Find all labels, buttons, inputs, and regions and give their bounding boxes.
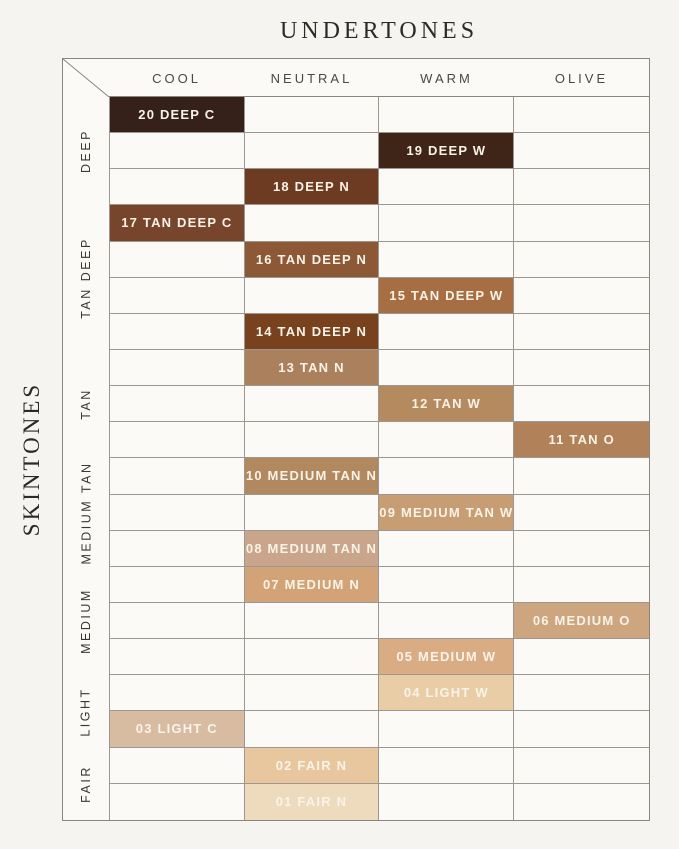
swatch-label: 05 MEDIUM W [396, 649, 497, 665]
empty-cell [514, 133, 649, 169]
empty-cell [379, 314, 514, 350]
swatch-01-fair-n [245, 784, 380, 820]
column-header-row [63, 59, 649, 97]
empty-cell [245, 639, 380, 675]
swatch-label: 08 MEDIUM TAN N [245, 540, 378, 556]
empty-cell [379, 567, 514, 603]
swatch-label: 14 TAN DEEP N [255, 323, 368, 339]
group-label-text: LIGHT [79, 686, 93, 737]
swatch-04-light-w [379, 675, 514, 711]
empty-cell [514, 169, 649, 205]
swatch-07-medium-n [245, 567, 380, 603]
swatch-label: 11 TAN O [548, 432, 615, 448]
empty-cell [110, 531, 245, 567]
empty-cell [245, 386, 380, 422]
skintones-axis-title: SKINTONES [19, 381, 44, 536]
empty-cell [245, 97, 380, 133]
swatch-label: 09 MEDIUM TAN W [379, 504, 514, 520]
undertones-axis-title: UNDERTONES [279, 18, 479, 44]
empty-cell [379, 784, 514, 820]
empty-cell [514, 567, 649, 603]
empty-cell [514, 458, 649, 494]
empty-cell [110, 278, 245, 314]
swatch-16-tan-deep-n [245, 242, 380, 278]
skintone-group-fair [63, 748, 109, 820]
group-label-text: DEEP [78, 129, 93, 174]
column-header-neutral: NEUTRAL [270, 71, 353, 86]
empty-cell [110, 242, 245, 278]
swatch-14-tan-deep-n [245, 314, 380, 350]
swatch-18-deep-n [245, 169, 380, 205]
swatch-label: 20 DEEP C [138, 107, 216, 123]
empty-cell [514, 278, 649, 314]
empty-cell [379, 169, 514, 205]
skintones-axis-title-wrap [0, 97, 64, 820]
swatch-label: 03 LIGHT C [135, 721, 218, 737]
empty-cell [110, 386, 245, 422]
empty-cell [110, 422, 245, 458]
empty-cell [245, 133, 380, 169]
skintone-group-tan-deep [63, 205, 109, 350]
corner-diagonal-line [63, 59, 109, 97]
empty-cell [379, 603, 514, 639]
empty-cell [379, 350, 514, 386]
empty-cell [110, 495, 245, 531]
swatch-03-light-c [110, 711, 245, 747]
empty-cell [514, 386, 649, 422]
shade-chart-table [62, 58, 650, 821]
empty-cell [110, 458, 245, 494]
empty-cell [110, 567, 245, 603]
empty-cell [245, 205, 380, 241]
swatch-label: 01 FAIR N [275, 794, 348, 810]
swatch-12-tan-w [379, 386, 514, 422]
empty-cell [514, 711, 649, 747]
empty-cell [514, 748, 649, 784]
skintone-group-light [63, 675, 109, 747]
group-label-text: TAN DEEP [79, 236, 93, 319]
skintone-group-medium [63, 567, 109, 675]
swatch-label: 19 DEEP W [406, 143, 487, 159]
empty-cell [514, 675, 649, 711]
chart-body [63, 97, 649, 820]
column-header-cool: COOL [152, 71, 201, 86]
swatch-20-deep-c [110, 97, 245, 133]
empty-cell [110, 603, 245, 639]
swatch-label: 18 DEEP N [272, 179, 350, 195]
swatch-label: 12 TAN W [411, 396, 481, 412]
empty-cell [245, 278, 380, 314]
empty-cell [379, 458, 514, 494]
group-label-text: MEDIUM TAN [79, 461, 94, 565]
empty-cell [514, 495, 649, 531]
skintone-group-medium-tan [63, 459, 109, 567]
swatch-label: 07 MEDIUM N [262, 576, 360, 592]
swatch-02-fair-n [245, 748, 380, 784]
swatch-label: 04 LIGHT W [403, 685, 489, 701]
column-headers [109, 59, 649, 97]
swatch-15-tan-deep-w [379, 278, 514, 314]
swatch-label: 16 TAN DEEP N [255, 251, 368, 267]
swatch-17-tan-deep-c [110, 205, 245, 241]
empty-cell [514, 350, 649, 386]
empty-cell [110, 350, 245, 386]
group-label-text: FAIR [78, 764, 93, 803]
empty-cell [379, 422, 514, 458]
empty-cell [110, 133, 245, 169]
swatch-label: 17 TAN DEEP C [121, 215, 233, 231]
empty-cell [110, 748, 245, 784]
swatch-08-medium-tan-n [245, 531, 380, 567]
empty-cell [110, 639, 245, 675]
swatch-11-tan-o [514, 422, 649, 458]
empty-cell [245, 711, 380, 747]
empty-cell [514, 784, 649, 820]
empty-cell [379, 242, 514, 278]
empty-cell [245, 422, 380, 458]
empty-cell [110, 675, 245, 711]
swatch-label: 13 TAN N [278, 360, 345, 376]
shade-grid [109, 97, 649, 820]
empty-cell [110, 784, 245, 820]
group-label-text: TAN [78, 388, 93, 421]
swatch-label: 15 TAN DEEP W [389, 287, 504, 303]
empty-cell [379, 711, 514, 747]
empty-cell [379, 97, 514, 133]
swatch-09-medium-tan-w [379, 495, 514, 531]
skintone-group-tan [63, 350, 109, 458]
empty-cell [514, 639, 649, 675]
empty-cell [514, 531, 649, 567]
column-header-warm: WARM [420, 71, 473, 86]
swatch-06-medium-o [514, 603, 649, 639]
empty-cell [514, 97, 649, 133]
group-label-text: MEDIUM [79, 588, 94, 655]
empty-cell [514, 205, 649, 241]
swatch-05-medium-w [379, 639, 514, 675]
swatch-13-tan-n [245, 350, 380, 386]
swatch-label: 10 MEDIUM TAN N [245, 468, 378, 484]
empty-cell [379, 205, 514, 241]
empty-cell [245, 495, 380, 531]
swatch-label: 06 MEDIUM O [532, 613, 631, 629]
empty-cell [110, 169, 245, 205]
empty-cell [379, 531, 514, 567]
swatch-10-medium-tan-n [245, 458, 380, 494]
swatch-label: 02 FAIR N [275, 757, 348, 773]
empty-cell [245, 675, 380, 711]
skintone-group-deep [63, 97, 109, 205]
swatch-19-deep-w [379, 133, 514, 169]
skintone-group-labels [63, 97, 109, 820]
empty-cell [379, 748, 514, 784]
corner-cell [63, 59, 109, 97]
empty-cell [514, 242, 649, 278]
empty-cell [245, 603, 380, 639]
empty-cell [514, 314, 649, 350]
column-header-olive: OLIVE [554, 71, 609, 86]
empty-cell [110, 314, 245, 350]
